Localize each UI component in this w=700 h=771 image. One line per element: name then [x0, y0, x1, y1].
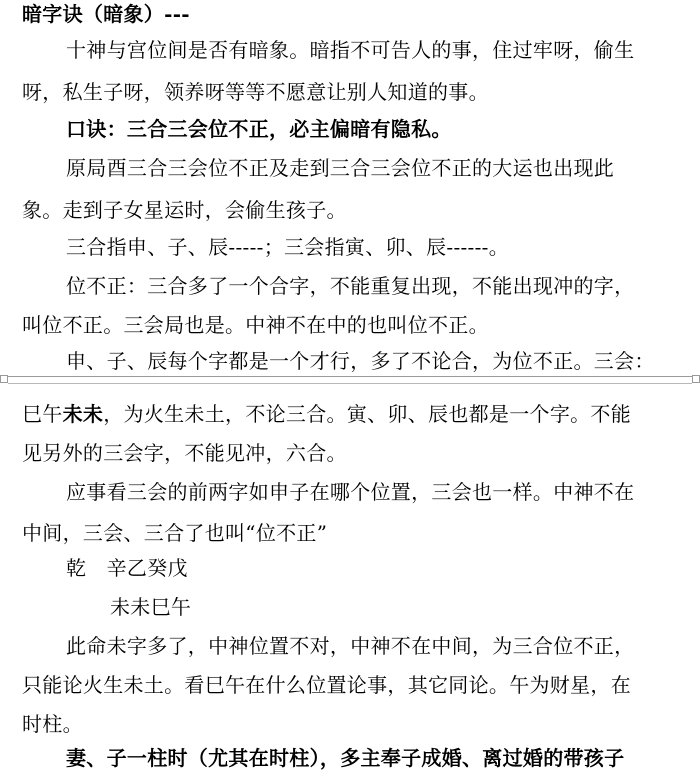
paragraph-line: 位不正：三合多了一个合字，不能重复出现，不能出现冲的字，	[66, 274, 635, 298]
document-page-bottom	[0, 392, 700, 771]
paragraph-line: 叫位不正。三会局也是。中神不在中的也叫位不正。	[22, 313, 489, 337]
page-break-line	[8, 383, 692, 384]
paragraph-line: 中间，三会、三合了也叫“位不正”	[22, 521, 328, 545]
page-break-marker-left	[0, 375, 8, 383]
emphasis-line: 妻、子一柱时（尤其在时柱），多主奉子成婚、离过婚的带孩子	[66, 746, 625, 770]
document-page-top	[0, 0, 700, 372]
page-break-marker-right	[692, 375, 700, 383]
section-heading: 暗字诀（暗象）---	[22, 2, 190, 26]
paragraph-line: 三合指申、子、辰-----；三会指寅、卯、辰------。	[66, 235, 510, 259]
paragraph-line: 时柱。	[22, 712, 83, 736]
text-run: 巳午	[22, 402, 63, 426]
paragraph-line: 象。走到子女星运时，会偷生孩子。	[22, 198, 347, 222]
paragraph-line: 见另外的三会字，不能见冲，六合。	[22, 441, 347, 465]
paragraph-line: 原局酉三合三会位不正及走到三合三会位不正的大运也出现此	[66, 156, 615, 180]
paragraph-line: 应事看三会的前两字如申子在哪个位置，三会也一样。中神不在	[66, 480, 635, 504]
page-break	[0, 372, 700, 392]
text-run: ，为火生未土，不论三合。寅、卯、辰也都是一个字。不能	[103, 402, 632, 426]
paragraph-line: 呀，私生子呀，领养呀等等不愿意让别人知道的事。	[22, 80, 489, 104]
bold-text-run: 未未	[62, 402, 104, 426]
chart-line: 未未巳午	[110, 595, 192, 619]
paragraph-line: 十神与宫位间是否有暗象。暗指不可告人的事，住过牢呀，偷生	[66, 38, 635, 62]
mnemonic-line: 口诀：三合三会位不正，必主偏暗有隐私。	[66, 117, 452, 141]
paragraph-line: 申、子、辰每个字都是一个才行，多了不论合，为位不正。三会：	[66, 349, 655, 372]
page-break-line	[8, 376, 692, 377]
paragraph-line: 只能论火生未土。看巳午在什么位置论事，其它同论。午为财星，在	[22, 673, 631, 697]
chart-line: 乾 辛乙癸戊	[66, 556, 188, 580]
paragraph-line: 此命未字多了，中神位置不对，中神不在中间，为三合位不正，	[66, 634, 635, 658]
paragraph-line	[22, 402, 631, 426]
